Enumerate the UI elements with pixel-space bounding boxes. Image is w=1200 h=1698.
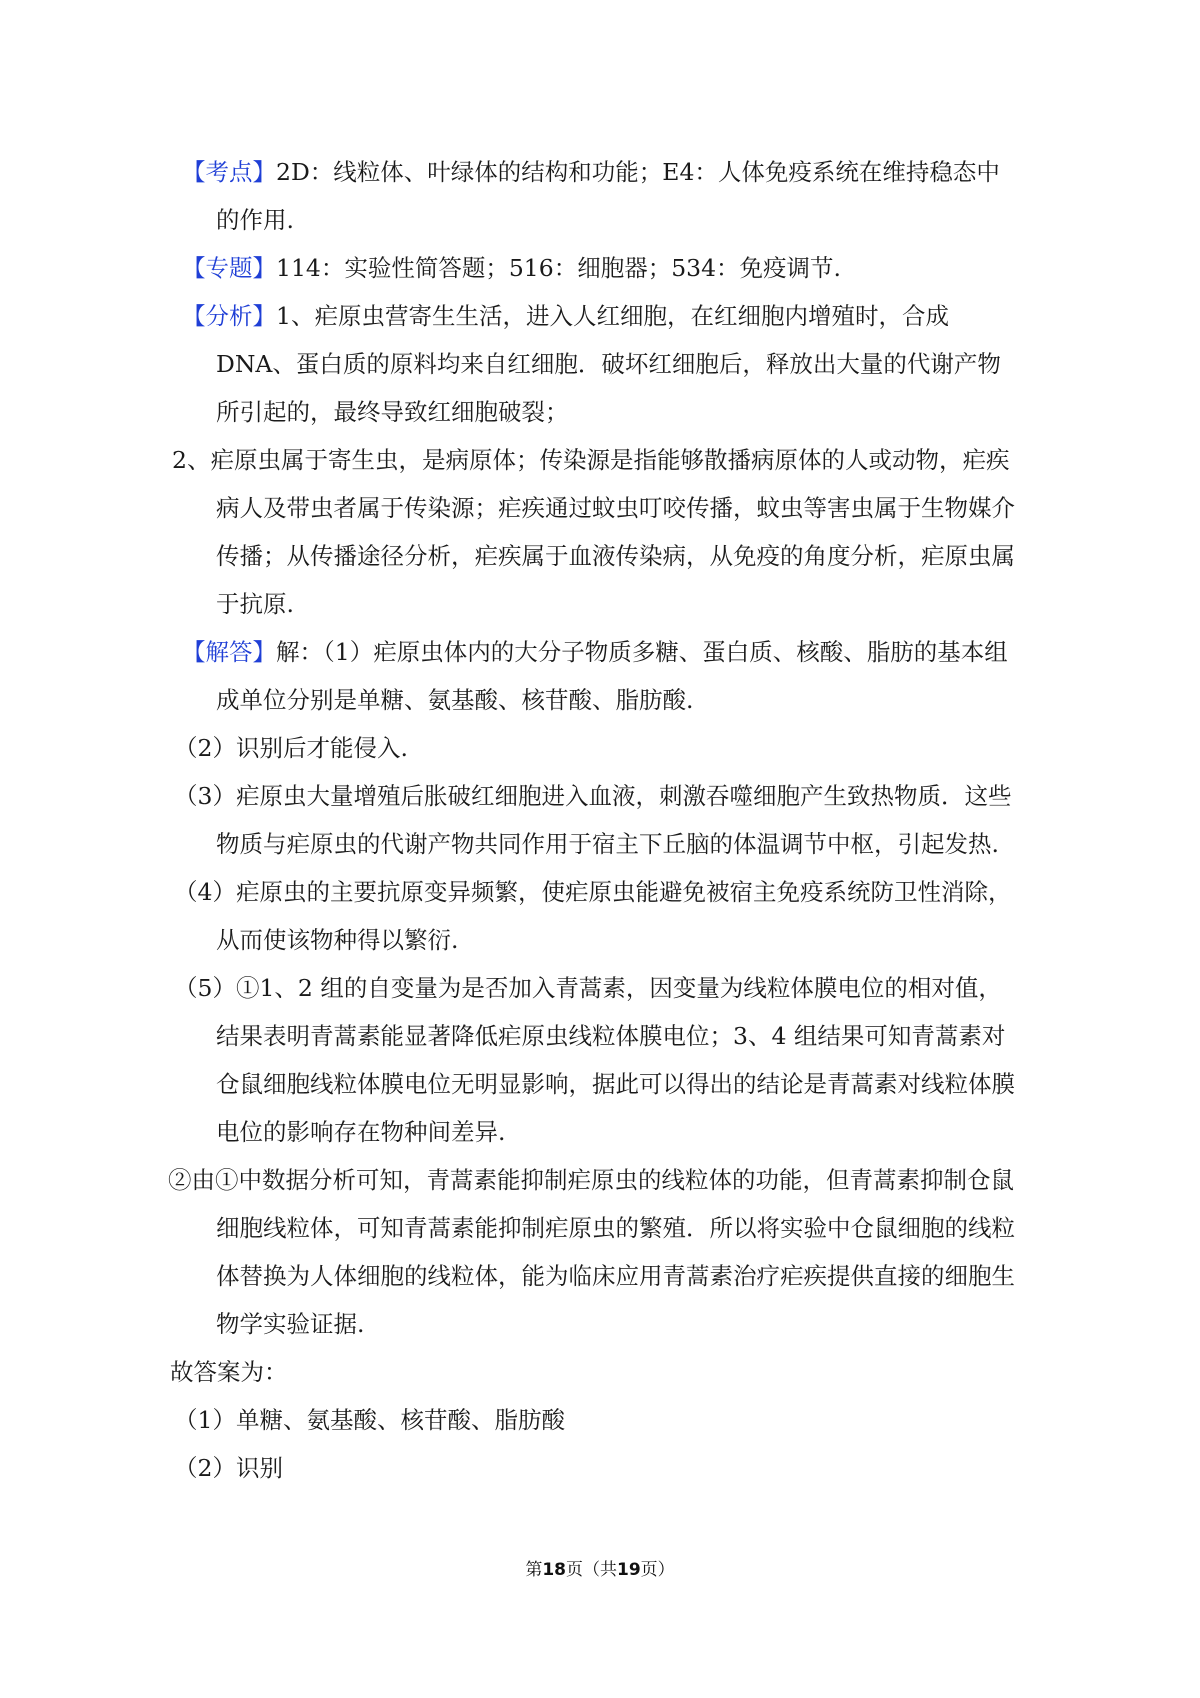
final-answer-1: （1）单糖、氨基酸、核苷酸、脂肪酸 (174, 1406, 565, 1434)
kaodian-paragraph (182, 148, 1022, 244)
kaodian-label: 【考点】 (182, 158, 276, 186)
page-footer (0, 1558, 1200, 1582)
final-answer-2: （2）识别 (174, 1454, 283, 1482)
jieda-answer-4: （4）疟原虫的主要抗原变异频繁，使疟原虫能避免被宿主免疫系统防卫性消除，从而使该物种得以繁衍. (174, 878, 1012, 954)
fenxi-paragraph (182, 292, 1022, 436)
zhuanti-label: 【专题】 (182, 254, 276, 282)
jieda-answer-6: ②由①中数据分析可知，青蒿素能抑制疟原虫的线粒体的功能，但青蒿素抑制仓鼠细胞线粒体，可知青蒿素能抑制疟原虫的繁殖．所以将实验中仓鼠细胞的线粒体替换为人体细胞的线粒体，能为临床应用青蒿素治疗疟疾提供直接的细胞生物学实验证据. (168, 1166, 1015, 1338)
footer-page-number: 18 (542, 1560, 566, 1580)
fenxi-point-2: 2、疟原虫属于寄生虫，是病原体；传染源是指能够散播病原体的人或动物，疟疾病人及带虫者属于传染源；疟疾通过蚊虫叮咬传播，蚊虫等害虫属于生物媒介传播；从传播途径分析，疟疾属于血液传染病，从免疫的角度分析，疟原虫属于抗原. (172, 446, 1015, 618)
jieda-answer-3: （3）疟原虫大量增殖后胀破红细胞进入血液，刺激吞噬细胞产生致热物质．这些物质与疟原虫的代谢产物共同作用于宿主下丘脑的体温调节中枢，引起发热. (174, 782, 1012, 858)
kaodian-text: 2D：线粒体、叶绿体的结构和功能；E4：人体免疫系统在维持稳态中的作用. (216, 158, 1000, 234)
jieda-paragraph (182, 628, 1022, 724)
footer-suffix: 页） (640, 1560, 675, 1580)
answer-content (168, 148, 1022, 1492)
jieda-answer-5: （5）①1、2 组的自变量为是否加入青蒿素，因变量为线粒体膜电位的相对值，结果表明青蒿素能显著降低疟原虫线粒体膜电位；3、4 组结果可知青蒿素对仓鼠细胞线粒体膜电位无明显影响，据此可以得出的结论是青蒿素对线粒体膜电位的影响存在物种间差异. (174, 974, 1015, 1146)
jieda-answer-2: （2）识别后才能侵入. (174, 734, 408, 762)
fenxi-point-1: 1、疟原虫营寄生生活，进入人红细胞，在红细胞内增殖时，合成 DNA、蛋白质的原料均来自红细胞．破坏红细胞后，释放出大量的代谢产物所引起的，最终导致红细胞破裂； (216, 302, 1001, 426)
jieda-label: 【解答】 (182, 638, 276, 666)
zhuanti-text: 114：实验性简答题；516：细胞器；534：免疫调节. (276, 254, 842, 282)
zhuanti-paragraph (182, 244, 1022, 292)
footer-total-pages: 19 (617, 1560, 641, 1580)
footer-middle: 页（共 (566, 1560, 617, 1580)
fenxi-label: 【分析】 (182, 302, 276, 330)
jieda-answer-1: 解：（1）疟原虫体内的大分子物质多糖、蛋白质、核酸、脂肪的基本组成单位分别是单糖、氨基酸、核苷酸、脂肪酸. (216, 638, 1008, 714)
answer-intro: 故答案为： (170, 1358, 288, 1386)
footer-prefix: 第 (525, 1560, 543, 1580)
